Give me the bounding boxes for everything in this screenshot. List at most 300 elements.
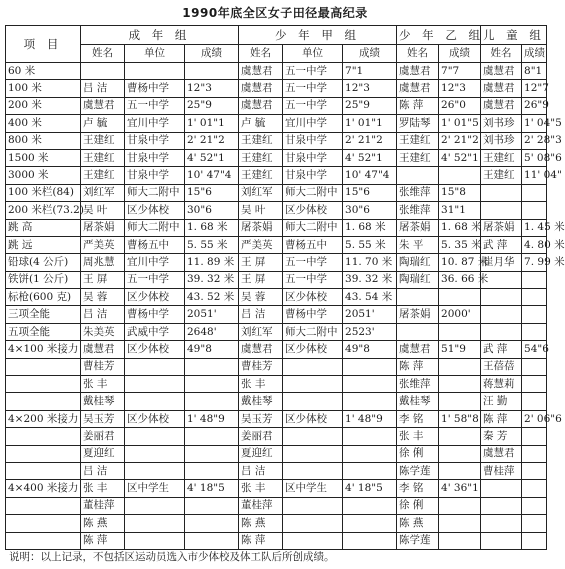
record-cell <box>439 497 481 514</box>
record-cell: 虞慧君 <box>81 341 125 358</box>
page-title: 1990年底全区女子田径最高纪录 <box>182 6 368 20</box>
record-cell: 屠茶娟 <box>397 219 439 236</box>
sub-header: 成绩 <box>185 45 239 63</box>
record-cell <box>522 289 547 306</box>
record-cell <box>481 480 522 497</box>
event-cell: 跳 高 <box>6 219 81 236</box>
table-row <box>6 376 547 393</box>
record-cell: 2523' <box>343 323 397 340</box>
event-cell <box>6 393 81 410</box>
record-cell: 1. 68 米 <box>185 219 239 236</box>
record-cell: 12"7 <box>522 80 547 97</box>
record-cell: 甘泉中学 <box>125 132 185 149</box>
event-cell: 铅球(4 公斤) <box>6 254 81 271</box>
record-cell <box>343 445 397 462</box>
record-cell: 吕 洁 <box>81 306 125 323</box>
record-cell: 刘红军 <box>239 184 283 201</box>
record-cell: 吴玉芳 <box>239 410 283 427</box>
record-cell: 虞慧君 <box>481 445 522 462</box>
record-cell: 夏迎红 <box>81 445 125 462</box>
record-cell: 4' 52"1 <box>439 149 481 166</box>
record-cell <box>185 462 239 479</box>
record-cell: 陈 萍 <box>397 358 439 375</box>
record-cell: 2' 21"2 <box>343 132 397 149</box>
record-cell: 崔月华 <box>481 254 522 271</box>
record-cell: 43. 54 米 <box>343 289 397 306</box>
record-cell <box>481 532 522 549</box>
record-cell: 王建红 <box>481 167 522 184</box>
event-cell <box>6 428 81 445</box>
record-cell: 五一中学 <box>125 97 185 114</box>
record-cell: 王建红 <box>239 132 283 149</box>
record-cell: 2051' <box>343 306 397 323</box>
record-cell: 汪 勤 <box>481 393 522 410</box>
record-cell <box>522 497 547 514</box>
record-cell <box>439 323 481 340</box>
record-cell: 1. 68 米 <box>343 219 397 236</box>
record-cell <box>343 532 397 549</box>
record-cell <box>185 428 239 445</box>
record-cell <box>185 376 239 393</box>
record-cell <box>81 63 125 80</box>
group-header-junior-b: 少 年 乙 组 <box>397 26 481 45</box>
record-cell: 区中学生 <box>125 480 185 497</box>
record-cell: 王建红 <box>81 132 125 149</box>
record-cell: 刘书珍 <box>481 132 522 149</box>
record-cell: 严美英 <box>81 236 125 253</box>
record-cell: 戴桂琴 <box>81 393 125 410</box>
event-cell: 三项全能 <box>6 306 81 323</box>
record-cell: 陈 萍 <box>481 410 522 427</box>
record-cell: 张维萍 <box>397 202 439 219</box>
record-cell <box>283 462 343 479</box>
record-cell: 刘书珍 <box>481 115 522 132</box>
table-row <box>6 428 547 445</box>
record-cell <box>481 306 522 323</box>
record-cell: 曹桂芳 <box>81 358 125 375</box>
record-cell <box>343 358 397 375</box>
event-cell: 标枪(600 克) <box>6 289 81 306</box>
record-cell: 五一中学 <box>125 271 185 288</box>
record-cell <box>481 202 522 219</box>
event-cell <box>6 462 81 479</box>
table-row <box>6 115 547 132</box>
record-cell: 虞慧君 <box>239 80 283 97</box>
event-cell: 跳 远 <box>6 236 81 253</box>
record-cell: 1' 01"1 <box>343 115 397 132</box>
record-cell <box>481 184 522 201</box>
record-cell: 董桂萍 <box>81 497 125 514</box>
group-header-children: 儿 童 组 <box>481 26 547 45</box>
record-cell <box>481 289 522 306</box>
record-cell: 朱 平 <box>397 236 439 253</box>
record-cell <box>481 515 522 532</box>
table-row <box>6 236 547 253</box>
record-cell <box>125 515 185 532</box>
record-cell: 陈 燕 <box>239 515 283 532</box>
record-cell: 陈 萍 <box>239 532 283 549</box>
record-cell: 5. 55 米 <box>343 236 397 253</box>
record-cell: 陶瑞红 <box>397 254 439 271</box>
event-cell <box>6 497 81 514</box>
record-cell: 10' 47"4 <box>343 167 397 184</box>
record-cell <box>439 532 481 549</box>
item-header: 项 目 <box>6 26 81 63</box>
event-cell: 400 米 <box>6 115 81 132</box>
record-cell: 区少体校 <box>125 341 185 358</box>
record-cell: 虞慧君 <box>481 63 522 80</box>
record-cell: 戴桂琴 <box>397 393 439 410</box>
sub-header: 成绩 <box>439 45 481 63</box>
record-cell: 15"6 <box>343 184 397 201</box>
record-cell: 张 丰 <box>81 480 125 497</box>
record-cell: 徐 俐 <box>397 497 439 514</box>
record-cell <box>283 376 343 393</box>
event-cell <box>6 358 81 375</box>
record-cell: 1' 58"8 <box>439 410 481 427</box>
record-cell <box>439 515 481 532</box>
record-cell: 王建红 <box>81 149 125 166</box>
record-cell: 虞慧君 <box>481 97 522 114</box>
record-cell: 4' 18"5 <box>343 480 397 497</box>
sub-header: 姓名 <box>239 45 283 63</box>
record-cell <box>283 358 343 375</box>
table-row <box>6 149 547 166</box>
record-cell: 周兆慧 <box>81 254 125 271</box>
record-cell: 区少体校 <box>283 410 343 427</box>
record-cell <box>185 515 239 532</box>
record-cell: 12"3 <box>185 80 239 97</box>
record-cell: 王 屏 <box>239 271 283 288</box>
record-cell: 屠茶娟 <box>481 219 522 236</box>
event-cell: 1500 米 <box>6 149 81 166</box>
record-cell: 吕 洁 <box>81 80 125 97</box>
record-cell: 武 萍 <box>481 236 522 253</box>
record-cell: 12"3 <box>439 80 481 97</box>
record-cell: 1' 01"5 <box>439 115 481 132</box>
sub-header: 姓名 <box>81 45 125 63</box>
table-row <box>6 480 547 497</box>
record-cell: 陶瑞红 <box>397 271 439 288</box>
record-cell: 26"9 <box>522 97 547 114</box>
record-cell: 王建红 <box>481 149 522 166</box>
event-cell <box>6 515 81 532</box>
record-cell: 虞慧君 <box>81 97 125 114</box>
record-cell: 26"0 <box>439 97 481 114</box>
record-cell: 25"9 <box>185 97 239 114</box>
table-row <box>6 219 547 236</box>
table-row <box>6 254 547 271</box>
sub-header: 成绩 <box>343 45 397 63</box>
table-row <box>6 167 547 184</box>
record-cell <box>397 323 439 340</box>
record-cell: 李 铭 <box>397 410 439 427</box>
event-cell: 4×400 米接力 <box>6 480 81 497</box>
record-cell: 5. 35 米 <box>439 236 481 253</box>
record-cell: 25"9 <box>343 97 397 114</box>
record-cell <box>283 445 343 462</box>
record-cell: 吴 叶 <box>239 202 283 219</box>
event-cell: 五项全能 <box>6 323 81 340</box>
record-cell: 张 丰 <box>239 480 283 497</box>
record-cell <box>397 167 439 184</box>
record-cell: 王 屏 <box>239 254 283 271</box>
group-header-adult: 成 年 组 <box>81 26 239 45</box>
record-cell: 2648' <box>185 323 239 340</box>
record-cell: 2051' <box>185 306 239 323</box>
record-cell <box>522 306 547 323</box>
record-cell: 51"9 <box>439 341 481 358</box>
sub-header: 单位 <box>125 45 185 63</box>
record-cell: 陈 燕 <box>81 515 125 532</box>
record-cell: 李 铭 <box>397 480 439 497</box>
record-cell: 4' 52"1 <box>343 149 397 166</box>
record-cell: 49"8 <box>185 341 239 358</box>
table-row <box>6 97 547 114</box>
table-row <box>6 132 547 149</box>
record-cell <box>283 497 343 514</box>
record-cell <box>125 428 185 445</box>
record-cell <box>439 167 481 184</box>
record-cell: 区少体校 <box>125 410 185 427</box>
table-row <box>6 289 547 306</box>
record-cell <box>185 393 239 410</box>
record-cell: 虞慧君 <box>397 341 439 358</box>
record-cell: 姜丽君 <box>81 428 125 445</box>
record-cell: 吴 蓉 <box>239 289 283 306</box>
record-cell: 曹杨中学 <box>125 306 185 323</box>
record-cell: 曹杨五中 <box>125 236 185 253</box>
record-cell: 虞慧君 <box>397 63 439 80</box>
record-cell <box>522 462 547 479</box>
event-cell: 100 米 <box>6 80 81 97</box>
record-cell: 10. 87 米 <box>439 254 481 271</box>
table-row <box>6 271 547 288</box>
record-cell <box>343 393 397 410</box>
record-cell: 吕 洁 <box>239 306 283 323</box>
record-cell: 31"1 <box>439 202 481 219</box>
record-cell: 张 丰 <box>81 376 125 393</box>
record-cell <box>343 462 397 479</box>
record-cell: 蒋慧莉 <box>481 376 522 393</box>
record-cell: 甘泉中学 <box>125 149 185 166</box>
record-cell <box>125 497 185 514</box>
record-cell: 陈学莲 <box>397 462 439 479</box>
record-cell <box>185 358 239 375</box>
record-cell: 1' 04"5 <box>522 115 547 132</box>
record-cell <box>125 445 185 462</box>
record-cell <box>125 358 185 375</box>
record-cell <box>283 532 343 549</box>
record-cell <box>522 358 547 375</box>
table-row <box>6 445 547 462</box>
event-cell: 60 米 <box>6 63 81 80</box>
record-cell: 曹桂萍 <box>481 462 522 479</box>
record-cell: 张维萍 <box>397 376 439 393</box>
record-cell: 7. 99 米 <box>522 254 547 271</box>
record-cell: 卢 毓 <box>81 115 125 132</box>
event-cell: 3000 米 <box>6 167 81 184</box>
record-cell: 王建红 <box>239 167 283 184</box>
record-cell: 11. 70 米 <box>343 254 397 271</box>
table-row <box>6 80 547 97</box>
record-cell <box>439 358 481 375</box>
record-cell: 曹桂芳 <box>239 358 283 375</box>
record-cell <box>522 393 547 410</box>
record-cell: 屠茶娟 <box>397 306 439 323</box>
record-cell: 卢 毓 <box>239 115 283 132</box>
record-cell: 张 丰 <box>239 376 283 393</box>
record-cell: 4' 52"1 <box>185 149 239 166</box>
record-cell <box>522 532 547 549</box>
table-row <box>6 393 547 410</box>
records-body <box>6 63 565 550</box>
record-cell: 36. 66 米 <box>439 271 481 288</box>
record-cell: 刘红军 <box>81 184 125 201</box>
record-cell: 甘泉中学 <box>283 132 343 149</box>
record-cell: 4. 80 米 <box>522 236 547 253</box>
event-cell: 200 米 <box>6 97 81 114</box>
record-cell: 1' 01"1 <box>185 115 239 132</box>
table-row <box>6 515 547 532</box>
record-cell: 吴玉芳 <box>81 410 125 427</box>
record-cell: 王建红 <box>81 167 125 184</box>
record-cell: 王建红 <box>397 149 439 166</box>
record-cell: 曹杨中学 <box>125 80 185 97</box>
record-cell: 武 萍 <box>481 341 522 358</box>
record-cell: 10' 47"4 <box>185 167 239 184</box>
record-cell: 屠茶娟 <box>239 219 283 236</box>
footnote: 说明：以上记录，不包括区运动员选入市少体校及体工队后所创成绩。 <box>9 551 335 563</box>
sub-header: 姓名 <box>397 45 439 63</box>
record-cell: 王建红 <box>397 132 439 149</box>
record-cell: 朱美英 <box>81 323 125 340</box>
record-cell: 宜川中学 <box>125 115 185 132</box>
record-cell <box>185 445 239 462</box>
record-cell: 五一中学 <box>283 271 343 288</box>
record-cell <box>185 63 239 80</box>
record-cell: 39. 32 米 <box>185 271 239 288</box>
record-cell: 秦 芳 <box>481 428 522 445</box>
record-cell <box>481 323 522 340</box>
record-cell: 师大二附中 <box>283 184 343 201</box>
record-cell <box>283 393 343 410</box>
record-cell: 1. 68 米 <box>439 219 481 236</box>
record-cell <box>343 497 397 514</box>
record-cell <box>522 184 547 201</box>
record-cell: 1. 45 米 <box>522 219 547 236</box>
table-row <box>6 202 547 219</box>
record-cell <box>185 497 239 514</box>
record-cell: 7"7 <box>439 63 481 80</box>
record-cell: 夏迎红 <box>239 445 283 462</box>
record-cell: 15"6 <box>185 184 239 201</box>
record-cell <box>522 323 547 340</box>
record-cell: 区少体校 <box>125 202 185 219</box>
record-cell: 2000' <box>439 306 481 323</box>
record-cell: 区少体校 <box>283 202 343 219</box>
record-cell <box>522 376 547 393</box>
record-cell: 罗陆琴 <box>397 115 439 132</box>
record-cell <box>439 289 481 306</box>
record-cell: 4' 36"1 <box>439 480 481 497</box>
record-cell: 武威中学 <box>125 323 185 340</box>
record-cell: 五一中学 <box>283 80 343 97</box>
event-cell: 100 米栏(84) <box>6 184 81 201</box>
record-cell <box>125 532 185 549</box>
table-row <box>6 358 547 375</box>
record-cell: 11' 04" <box>522 167 547 184</box>
record-cell <box>439 376 481 393</box>
record-cell <box>522 271 547 288</box>
record-cell: 8"1 <box>522 63 547 80</box>
record-cell <box>343 376 397 393</box>
record-cell: 吴 叶 <box>81 202 125 219</box>
record-cell: 12"3 <box>343 80 397 97</box>
record-cell: 虞慧君 <box>239 97 283 114</box>
sub-header: 成绩 <box>522 45 547 63</box>
record-cell: 区少体校 <box>283 289 343 306</box>
record-cell <box>343 428 397 445</box>
table-row <box>6 63 547 80</box>
record-cell: 11. 89 米 <box>185 254 239 271</box>
record-cell: 戴桂琴 <box>239 393 283 410</box>
record-cell: 宜川中学 <box>283 115 343 132</box>
record-cell: 区中学生 <box>283 480 343 497</box>
record-cell <box>125 63 185 80</box>
record-cell: 虞慧君 <box>481 80 522 97</box>
record-cell: 师大二附中 <box>283 323 343 340</box>
record-cell <box>397 289 439 306</box>
record-cell <box>481 497 522 514</box>
record-cell <box>439 428 481 445</box>
record-cell: 姜丽君 <box>239 428 283 445</box>
record-cell: 吕 洁 <box>239 462 283 479</box>
sub-header: 单位 <box>283 45 343 63</box>
record-cell: 五一中学 <box>283 97 343 114</box>
record-cell: 吕 洁 <box>81 462 125 479</box>
table-row <box>6 497 547 514</box>
record-cell <box>522 428 547 445</box>
table-row <box>6 306 547 323</box>
record-cell <box>283 515 343 532</box>
record-cell: 43. 52 米 <box>185 289 239 306</box>
table-row <box>6 532 547 549</box>
record-cell: 陈学莲 <box>397 532 439 549</box>
record-cell: 甘泉中学 <box>283 149 343 166</box>
record-cell: 30"6 <box>343 202 397 219</box>
record-cell <box>522 202 547 219</box>
record-cell: 董桂萍 <box>239 497 283 514</box>
record-cell: 区少体校 <box>125 289 185 306</box>
record-cell: 30"6 <box>185 202 239 219</box>
record-cell <box>522 445 547 462</box>
record-cell: 虞慧君 <box>239 63 283 80</box>
record-cell <box>125 393 185 410</box>
record-cell: 4' 18"5 <box>185 480 239 497</box>
record-cell: 张 丰 <box>397 428 439 445</box>
record-cell: 2' 21"2 <box>439 132 481 149</box>
record-cell <box>283 428 343 445</box>
record-cell: 2' 28"3 <box>522 132 547 149</box>
record-cell: 1' 48"9 <box>185 410 239 427</box>
record-cell: 五一中学 <box>283 254 343 271</box>
record-cell: 王蓓蓓 <box>481 358 522 375</box>
record-cell: 甘泉中学 <box>283 167 343 184</box>
table-row <box>6 462 547 479</box>
event-cell: 4×100 米接力 <box>6 341 81 358</box>
record-cell: 虞慧君 <box>239 341 283 358</box>
